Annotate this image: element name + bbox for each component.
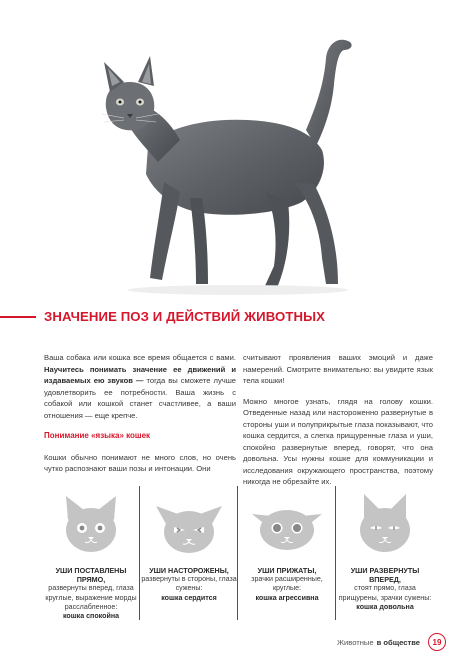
calm-caption — [42, 566, 140, 621]
footer-bold-text: в обществе — [376, 637, 420, 647]
calm-caption-body: развернуты вперед, глаза круглые, выражение морды расслабленное: — [45, 584, 137, 611]
left-text-column — [44, 352, 236, 484]
angry-cat-face-icon — [154, 490, 224, 560]
head-signals-paragraph: Можно многое узнать, глядя на голову кошки. Отведенные назад или настороженно развернутые в стороны уши и полуприкрытые глаза показывают, что кошка сердится, а слегка прищуренные глаза и уши, спокойно развернутые вперед, говорят, что она довольна. Усы нужны кошке для коммуникации и исследования окружающего пространства, поэтому никогда не обрезайте их. — [243, 396, 433, 486]
expression-card-aggressive — [238, 480, 336, 628]
emotions-paragraph: считывают проявления ваших эмоций и даже намерений. Смотрите внимательно: вы увидите язык тела кошки! — [243, 353, 433, 385]
calm-caption-result: кошка спокойна — [62, 612, 120, 621]
intro-text-bold: Научитесь понимать значение ее движений и издаваемых ею звуков — — [44, 364, 236, 385]
cat-expressions-row — [42, 480, 434, 628]
angry-caption-result: кошка сердится — [161, 593, 217, 602]
intro-paragraph — [44, 352, 236, 421]
content-caption-body: стоят прямо, глаза прищурены, зрачки сужены: — [338, 584, 432, 602]
aggressive-caption-title: УШИ ПРИЖАТЫ, — [257, 566, 317, 575]
footer-text: Животные — [337, 637, 374, 647]
cat-language-subheading: Понимание «языка» кошек — [44, 431, 151, 440]
cat-language-paragraph: Кошки обычно понимают не много слов, но очень чутко распознают ваши позы и интонации. Они — [44, 452, 236, 473]
page-number-badge: 19 — [428, 633, 446, 651]
calm-caption-title: УШИ ПОСТАВЛЕНЫ ПРЯМО, — [55, 566, 127, 585]
intro-text-end: тогда вы сможете лучше удовлетворить ее потребности. Ваша жизнь с собакой или кошкой станет счастливее, а ваши отношения — еще крепче. — [44, 376, 237, 420]
section-divider — [0, 316, 36, 318]
expression-card-calm — [42, 480, 140, 628]
aggressive-caption-body: зрачки расширенные, круглые: — [251, 575, 323, 593]
content-caption-title: УШИ РАЗВЕРНУТЫ ВПЕРЕД, — [350, 566, 420, 585]
walking-cat-photo — [88, 22, 388, 304]
content-caption-result: кошка довольна — [356, 602, 414, 611]
aggressive-caption-result: кошка агрессивна — [255, 593, 319, 602]
angry-caption-title: УШИ НАСТОРОЖЕНЫ, — [149, 566, 229, 575]
intro-text-start: Ваша собака или кошка все время общается с вами. — [44, 353, 236, 362]
calm-cat-face-icon — [56, 490, 126, 560]
right-text-column — [243, 352, 433, 497]
expression-card-angry — [140, 480, 238, 628]
aggressive-cat-face-icon — [252, 490, 322, 560]
content-caption — [336, 566, 434, 612]
page-footer — [337, 632, 446, 652]
angry-caption — [140, 566, 238, 603]
angry-caption-body: развернуты в стороны, глаза сужены: — [141, 575, 237, 593]
expression-card-content — [336, 480, 434, 628]
section-title: ЗНАЧЕНИЕ ПОЗ И ДЕЙСТВИЙ ЖИВОТНЫХ — [44, 309, 326, 324]
aggressive-caption — [238, 566, 336, 603]
content-cat-face-icon — [350, 490, 420, 560]
